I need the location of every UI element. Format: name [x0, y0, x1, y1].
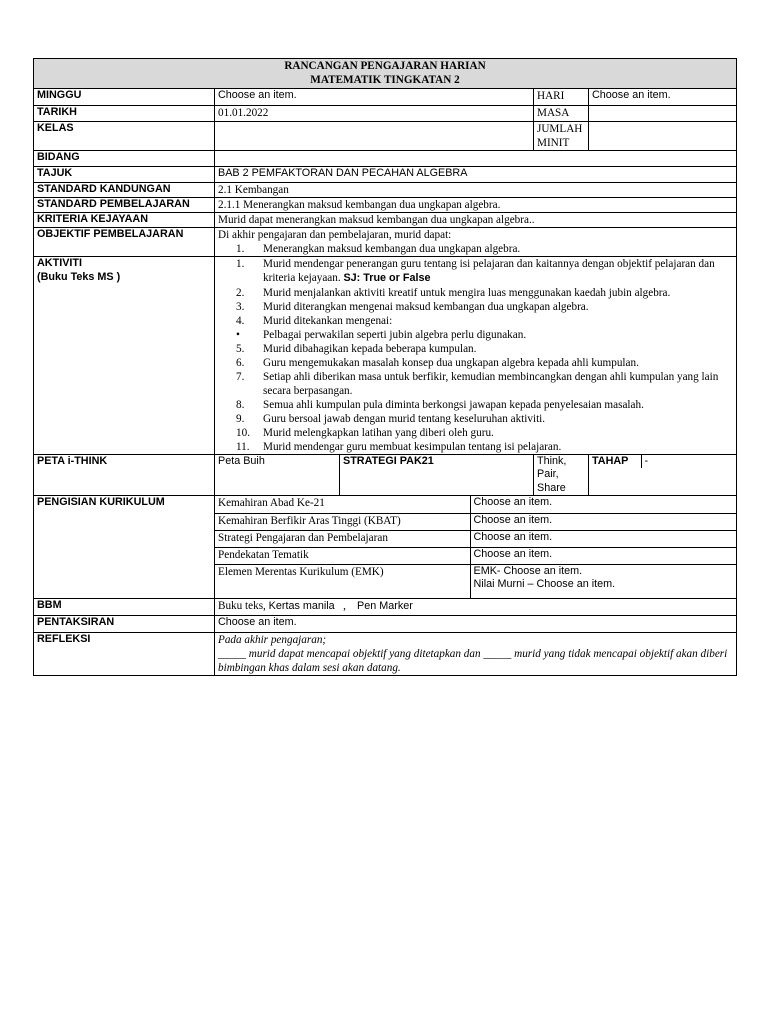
aktiviti-cell	[215, 257, 737, 454]
refleksi-label: REFLEKSI	[34, 633, 215, 676]
objektif-cell	[215, 228, 737, 257]
list-item	[218, 426, 733, 440]
pengisian-item-name: Strategi Pengajaran dan Pembelajaran	[215, 530, 470, 547]
list-number: 4.	[236, 314, 245, 327]
list-text: Murid diterangkan mengenai maksud kembangan dua ungkapan algebra.	[263, 300, 589, 313]
tahap-inner	[589, 455, 736, 468]
list-number: 8.	[236, 398, 245, 411]
kelas-value[interactable]	[215, 122, 534, 151]
list-item	[218, 342, 733, 356]
kriteria-kejayaan-label: KRITERIA KEJAYAAN	[34, 213, 215, 228]
emk-values	[470, 564, 736, 598]
minggu-value[interactable]: Choose an item.	[215, 89, 534, 106]
list-number: 5.	[236, 342, 245, 355]
list-text: Murid menjalankan aktiviti kreatif untuk mengira luas menggunakan kaedah jubin algebra.	[263, 286, 671, 299]
pengisian-item-value[interactable]: Choose an item.	[470, 496, 736, 513]
peta-label: PETA i-THINK	[34, 454, 215, 495]
peta-value[interactable]: Peta Buih	[215, 454, 340, 495]
list-text: Murid mendengar penerangan guru tentang isi pelajaran dan kaitannya dengan objektif pelajaran dan kriteria kejayaan.	[263, 258, 715, 285]
list-item	[218, 412, 733, 426]
list-item	[218, 328, 733, 342]
tarikh-label: TARIKH	[34, 106, 215, 122]
masa-label: MASA	[534, 106, 589, 122]
list-number: 9.	[236, 412, 245, 425]
standard-kandungan-label: STANDARD KANDUNGAN	[34, 183, 215, 198]
list-item	[218, 314, 733, 328]
strategi-value[interactable]: Think, Pair, Share	[534, 454, 589, 495]
objektif-list	[218, 242, 733, 256]
standard-pembelajaran-label: STANDARD PEMBELAJARAN	[34, 198, 215, 213]
list-text: Murid mendengar guru membuat kesimpulan tentang isi pelajaran.	[263, 440, 562, 453]
refleksi-cell	[215, 633, 737, 676]
title-line-1: RANCANGAN PENGAJARAN HARIAN	[284, 60, 486, 72]
hari-value[interactable]: Choose an item.	[589, 89, 737, 106]
list-item	[218, 370, 733, 398]
tahap-label: TAHAP	[589, 455, 641, 468]
tajuk-label: TAJUK	[34, 167, 215, 183]
kelas-label: KELAS	[34, 122, 215, 151]
pentaksiran-label: PENTAKSIRAN	[34, 616, 215, 633]
list-item	[218, 257, 733, 285]
pengisian-item-value[interactable]: Choose an item.	[470, 513, 736, 530]
list-item	[218, 356, 733, 370]
list-text: Semua ahli kumpulan pula diminta berkongsi jawapan kepada penyelesaian masalah.	[263, 398, 644, 411]
title-line-2: MATEMATIK TINGKATAN 2	[310, 73, 460, 86]
lesson-plan-table	[33, 58, 737, 676]
pengisian-item-name: Pendekatan Tematik	[215, 547, 470, 564]
list-number: 1.	[236, 258, 245, 271]
lesson-plan-sheet	[33, 58, 736, 676]
nilai-murni-value[interactable]: Nilai Murni – Choose an item.	[473, 578, 616, 591]
hari-label: HARI	[534, 89, 589, 106]
list-number: 3.	[236, 300, 245, 313]
bullet-icon: •	[236, 328, 240, 341]
list-number: 6.	[236, 356, 245, 369]
list-text: Murid melengkapkan latihan yang diberi oleh guru.	[263, 426, 494, 439]
pengisian-inner	[215, 496, 736, 598]
bbm-separator: ,	[343, 600, 346, 613]
pengisian-item-value[interactable]: Choose an item.	[470, 547, 736, 564]
aktiviti-label: AKTIVITI	[37, 257, 82, 270]
emk-value[interactable]: EMK- Choose an item.	[473, 564, 583, 577]
pentaksiran-value[interactable]: Choose an item.	[215, 616, 737, 633]
list-text: Murid ditekankan mengenai:	[263, 314, 393, 327]
aktiviti-sublabel: (Buku Teks MS )	[37, 270, 121, 283]
strategi-label: STRATEGI PAK21	[340, 454, 534, 495]
jumlah-minit-label: JUMLAH MINIT	[534, 122, 589, 151]
pengisian-cell	[215, 496, 737, 599]
standard-kandungan-value[interactable]: 2.1 Kembangan	[215, 183, 737, 198]
bbm-item-1[interactable]: Buku teks,	[218, 600, 266, 613]
list-item	[218, 242, 733, 256]
page-title	[34, 59, 737, 89]
list-number: 10.	[236, 426, 250, 439]
aktiviti-list	[218, 257, 733, 453]
list-text: Guru mengemukakan masalah konsep dua ungkapan algebra kepada ahli kumpulan.	[263, 356, 639, 369]
pengisian-item-name: Kemahiran Abad Ke-21	[215, 496, 470, 513]
tahap-value[interactable]: -	[644, 454, 649, 467]
pengisian-item-name: Kemahiran Berfikir Aras Tinggi (KBAT)	[215, 513, 470, 530]
list-text: Murid dibahagikan kepada beberapa kumpulan.	[263, 342, 477, 355]
minggu-label: MINGGU	[34, 89, 215, 106]
refleksi-line-2[interactable]: _____ murid dapat mencapai objektif yang ditetapkan dan _____ murid yang tidak mencapai objektif akan diberi bimbingan khas dalam sesi akan datang.	[218, 648, 728, 675]
pengisian-item-name: Elemen Merentas Kurikulum (EMK)	[215, 564, 470, 598]
bidang-value[interactable]	[215, 151, 737, 167]
list-number: 11.	[236, 440, 250, 453]
bidang-label: BIDANG	[34, 151, 215, 167]
list-text: Guru bersoal jawab dengan murid tentang keseluruhan aktiviti.	[263, 412, 546, 425]
list-item	[218, 286, 733, 300]
bbm-label: BBM	[34, 599, 215, 616]
standard-pembelajaran-value[interactable]: 2.1.1 Menerangkan maksud kembangan dua ungkapan algebra.	[215, 198, 737, 213]
pengisian-item-value[interactable]: Choose an item.	[470, 530, 736, 547]
objektif-label: OBJEKTIF PEMBELAJARAN	[34, 228, 215, 257]
pengisian-label: PENGISIAN KURIKULUM	[34, 496, 215, 599]
kriteria-kejayaan-value[interactable]: Murid dapat menerangkan maksud kembangan dua ungkapan algebra..	[215, 213, 737, 228]
bbm-value	[215, 599, 737, 616]
list-text: Pelbagai perwakilan seperti jubin algebra perlu digunakan.	[263, 328, 527, 341]
bbm-item-3[interactable]: Pen Marker	[357, 600, 413, 613]
objektif-intro: Di akhir pengajaran dan pembelajaran, murid dapat:	[218, 229, 452, 242]
refleksi-line-1: Pada akhir pengajaran;	[218, 634, 327, 647]
list-item	[218, 300, 733, 314]
tahap-cell	[589, 454, 737, 495]
masa-value[interactable]	[589, 106, 737, 122]
list-item	[218, 398, 733, 412]
list-number: 7.	[236, 370, 245, 383]
list-text: Setiap ahli diberikan masa untuk berfikir, kemudian membincangkan dengan ahli kumpulan yang lain secara berpasangan.	[263, 370, 719, 397]
list-number: 1.	[236, 243, 245, 256]
aktiviti-label-cell	[34, 257, 215, 454]
sj-note: SJ: True or False	[343, 272, 431, 285]
list-number: 2.	[236, 286, 245, 299]
list-item	[218, 440, 733, 454]
jumlah-minit-value[interactable]	[589, 122, 737, 151]
tarikh-value[interactable]: 01.01.2022	[215, 106, 534, 122]
tajuk-value[interactable]: BAB 2 PEMFAKTORAN DAN PECAHAN ALGEBRA	[215, 167, 737, 183]
list-text: Menerangkan maksud kembangan dua ungkapan algebra.	[263, 243, 521, 256]
bbm-item-2[interactable]: Kertas manila	[268, 600, 335, 613]
